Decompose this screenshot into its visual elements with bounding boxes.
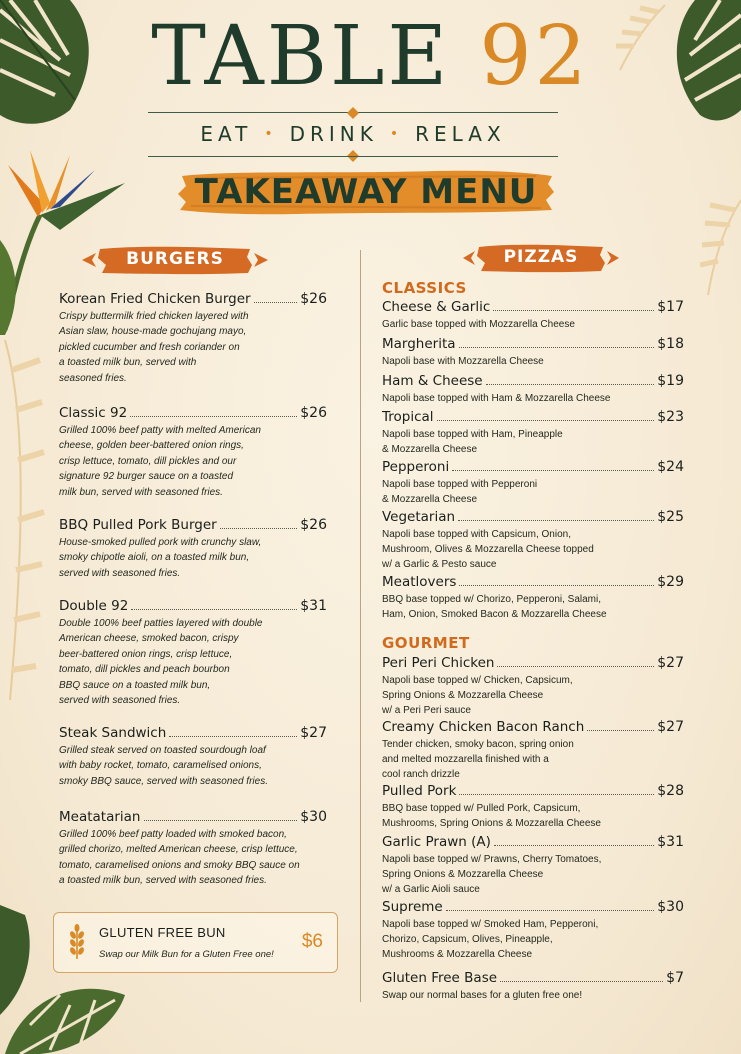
item-name: Tropical (382, 409, 434, 425)
item-name: Korean Fried Chicken Burger (59, 291, 251, 307)
brand-word: TABLE (151, 9, 451, 104)
burgers-banner (82, 243, 268, 277)
item-price: $25 (657, 509, 684, 525)
item-price: $30 (300, 809, 327, 825)
item-price: $18 (657, 336, 684, 352)
dot-leader (497, 666, 654, 667)
menu-item (382, 299, 684, 332)
item-price: $30 (657, 899, 684, 915)
item-price: $19 (657, 373, 684, 389)
gluten-free-bun-description: Swap our Milk Bun for a Gluten Free one! (99, 949, 274, 960)
item-name: Creamy Chicken Bacon Ranch (382, 719, 585, 735)
menu-item (59, 809, 327, 889)
item-name: Steak Sandwich (59, 725, 167, 741)
menu-item (382, 783, 684, 831)
dot-leader (446, 910, 655, 911)
tagline-dot: • (389, 126, 404, 142)
item-price: $31 (657, 834, 684, 850)
item-price: $27 (657, 655, 684, 671)
brand-title (0, 9, 741, 104)
item-price: $26 (300, 405, 327, 421)
menu-item (382, 574, 684, 622)
dot-leader (452, 470, 654, 471)
dot-leader (493, 310, 654, 311)
dot-leader (220, 528, 298, 529)
menu-item (382, 409, 684, 457)
item-name: Gluten Free Base (382, 970, 498, 986)
item-description: Napoli base topped with Capsicum, Onion, Mushroom, Olives & Mozzarella Cheese topped w/ a Garlic & Pesto sauce (382, 529, 594, 570)
item-description: Napoli base topped w/ Smoked Ham, Pepperoni, Chorizo, Capsicum, Olives, Pineapple, Mushrooms & Mozzarella Cheese (382, 919, 599, 960)
menu-item (382, 459, 684, 507)
item-name: Meatatarian (59, 809, 141, 825)
dot-leader (144, 820, 298, 821)
item-price: $17 (657, 299, 684, 315)
menu-item (382, 834, 684, 897)
gluten-free-bun-title: GLUTEN FREE BUN (99, 925, 226, 940)
menu-item (59, 517, 327, 581)
menu-item (382, 336, 684, 369)
item-description: Grilled steak served on toasted sourdough loaf with baby rocket, tomato, caramelised onions, smoky BBQ sauce, served with seasoned fries. (59, 745, 268, 787)
item-name: Margherita (382, 336, 456, 352)
item-description: Grilled 100% beef patty with melted American cheese, golden beer-battered onion rings, crisp lettuce, tomato, dill pickles and our signature 92 burger sauce on a toasted milk bun, served with seasoned fries. (59, 425, 261, 498)
item-price: $27 (300, 725, 327, 741)
item-price: $23 (657, 409, 684, 425)
gourmet-heading: GOURMET (382, 634, 470, 652)
menu-item (382, 373, 684, 406)
item-description: Tender chicken, smoky bacon, spring onion and melted mozzarella finished with a cool ranch drizzle (382, 739, 574, 780)
menu-item (59, 405, 327, 500)
dot-leader (458, 520, 654, 521)
dot-leader (459, 585, 654, 586)
pizzas-title: PIZZAS (503, 247, 579, 267)
tagline-relax: RELAX (415, 122, 506, 146)
item-name: Vegetarian (382, 509, 456, 525)
item-price: $24 (657, 459, 684, 475)
item-description: Napoli base with Mozzarella Cheese (382, 356, 544, 367)
dot-leader (169, 736, 297, 737)
gluten-free-bun-price: $6 (301, 931, 323, 952)
item-name: Classic 92 (59, 405, 128, 421)
pizzas-banner (463, 241, 619, 275)
item-description: Grilled 100% beef patty loaded with smoked bacon, grilled chorizo, melted American cheese, crisp lettuce, tomato, caramelised onions and smoky BBQ sauce on a toasted milk bun, served with seasoned fries. (59, 829, 300, 887)
item-price: $7 (666, 970, 684, 986)
palm-frond-right-mid-icon (700, 195, 741, 305)
dot-leader (587, 730, 654, 731)
takeaway-menu-title: TAKEAWAY MENU (194, 172, 538, 212)
item-price: $26 (300, 291, 327, 307)
wheat-icon (67, 923, 87, 961)
tagline-dot: • (264, 126, 278, 142)
column-divider (360, 250, 361, 1002)
item-name: Supreme (382, 899, 443, 915)
palm-frond-left-icon (0, 330, 45, 710)
item-name: Pulled Pork (382, 783, 457, 799)
item-description: BBQ base topped w/ Chorizo, Pepperoni, Salami, Ham, Onion, Smoked Bacon & Mozzarella Cheese (382, 594, 607, 620)
item-price: $28 (657, 783, 684, 799)
item-name: Peri Peri Chicken (382, 655, 495, 671)
item-description: Double 100% beef patties layered with double American cheese, smoked bacon, crispy beer-battered onion rings, crisp lettuce, tomato, dill pickles and peach bourbon BBQ sauce on a toasted milk bun, served with seasoned fries. (59, 618, 263, 707)
item-name: Garlic Prawn (A) (382, 834, 491, 850)
menu-item (59, 598, 327, 708)
item-description: Crispy buttermilk fried chicken layered with Asian slaw, house-made gochujang mayo, pickled cucumber and fresh coriander on a toasted milk bun, served with seasoned fries. (59, 311, 249, 384)
gluten-free-bun-box (53, 912, 338, 973)
menu-item (382, 719, 684, 782)
menu-item (59, 291, 327, 386)
dot-leader (254, 302, 298, 303)
item-description: Garlic base topped with Mozzarella Cheese (382, 319, 575, 330)
menu-item (382, 899, 684, 962)
item-name: BBQ Pulled Pork Burger (59, 517, 217, 533)
dot-leader (130, 416, 297, 417)
item-description: Swap our normal bases for a gluten free one! (382, 990, 583, 1001)
item-description: BBQ base topped w/ Pulled Pork, Capsicum, Mushrooms, Spring Onions & Mozzarella Cheese (382, 803, 601, 829)
menu-item (59, 725, 327, 789)
dot-leader (437, 420, 655, 421)
menu-item (382, 509, 684, 572)
item-name: Ham & Cheese (382, 373, 483, 389)
brand-number: 92 (479, 9, 590, 104)
menu-item (382, 655, 684, 718)
classics-heading: CLASSICS (382, 279, 467, 297)
dot-leader (486, 384, 655, 385)
dot-leader (500, 981, 663, 982)
item-name: Cheese & Garlic (382, 299, 491, 315)
takeaway-banner (176, 166, 556, 218)
dot-leader (131, 609, 297, 610)
burgers-title: BURGERS (126, 249, 224, 269)
item-price: $31 (300, 598, 327, 614)
item-description: Napoli base topped w/ Prawns, Cherry Tomatoes, Spring Onions & Mozzarella Cheese w/ a Garlic Aioli sauce (382, 854, 602, 895)
item-name: Pepperoni (382, 459, 450, 475)
diamond-ornament-icon (345, 106, 361, 120)
tagline-eat: EAT (200, 122, 253, 146)
item-description: Napoli base topped with Ham, Pineapple & Mozzarella Cheese (382, 429, 563, 455)
dot-leader (459, 347, 655, 348)
item-description: House-smoked pulled pork with crunchy slaw, smoky chipotle aioli, on a toasted milk bun, served with seasoned fries. (59, 537, 262, 579)
item-price: $26 (300, 517, 327, 533)
dot-leader (494, 845, 654, 846)
item-description: Napoli base topped w/ Chicken, Capsicum, Spring Onions & Mozzarella Cheese w/ a Peri Peri sauce (382, 675, 573, 716)
tagline-drink: DRINK (289, 122, 378, 146)
header-rule-bottom (148, 156, 558, 157)
tagline (148, 122, 558, 146)
item-name: Meatlovers (382, 574, 457, 590)
item-name: Double 92 (59, 598, 129, 614)
item-price: $27 (657, 719, 684, 735)
item-description: Napoli base topped with Ham & Mozzarella Cheese (382, 393, 611, 404)
item-price: $29 (657, 574, 684, 590)
menu-item (382, 970, 684, 1003)
dot-leader (459, 794, 654, 795)
item-description: Napoli base topped with Pepperoni & Mozzarella Cheese (382, 479, 538, 505)
